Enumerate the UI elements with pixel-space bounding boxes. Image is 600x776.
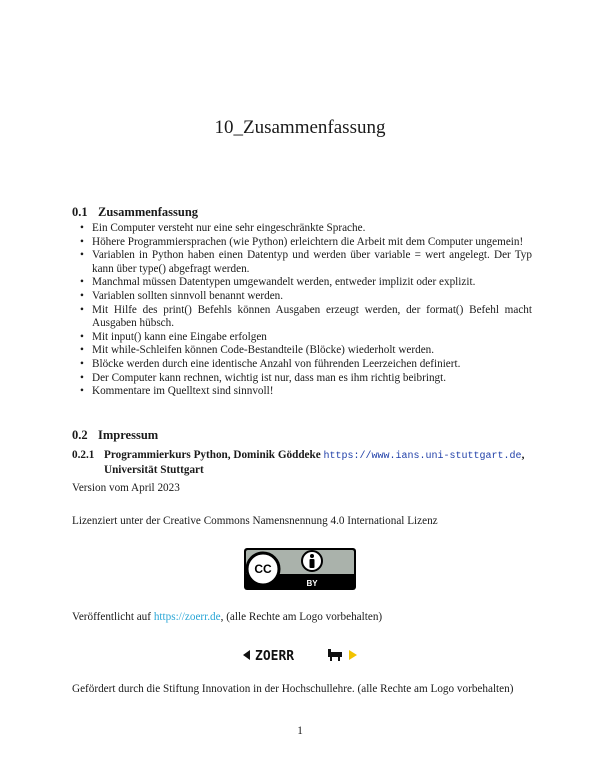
list-item: • Höhere Programmiersprachen (wie Python) erleichtern die Arbeit mit dem Computer ungemein! xyxy=(72,236,532,250)
license-text: Lizenziert unter der Creative Commons Namensnennung 4.0 International Lizenz xyxy=(72,515,438,527)
list-item: • Mit Hilfe des print() Befehls können Ausgaben erzeugt werden, der format() Befehl macht Ausgaben hübsch. xyxy=(72,304,532,331)
document-title: 10_Zusammenfassung xyxy=(214,117,386,138)
zoerr-logo xyxy=(243,647,359,663)
funding-text: Gefördert durch die Stiftung Innovation in der Hochschullehre. (alle Rechte am Logo vorbehalten) xyxy=(72,683,514,695)
section-heading-impressum xyxy=(72,428,158,443)
list-item: • Der Computer kann rechnen, wichtig ist nur, dass man es ihm richtig beibringt. xyxy=(72,372,532,386)
zoerr-logo-text: ZOERR xyxy=(255,649,295,663)
cc-badge-by-label: BY xyxy=(306,579,318,588)
published-prefix: Veröffentlicht auf xyxy=(72,611,154,623)
list-item: • Mit while-Schleifen können Code-Bestandteile (Blöcke) wiederholt werden. xyxy=(72,344,532,358)
list-item: • Variablen sollten sinnvoll benannt werden. xyxy=(72,290,532,304)
section-title: Impressum xyxy=(98,428,159,442)
summary-bullet-list xyxy=(72,222,532,399)
cc-by-license-badge[interactable] xyxy=(244,548,356,590)
subsection-heading xyxy=(72,449,532,477)
published-text xyxy=(72,611,382,623)
zoerr-link[interactable]: https://zoerr.de xyxy=(153,611,221,623)
subsection-comma: , xyxy=(521,449,525,461)
list-item: • Ein Computer versteht nur eine sehr eingeschränkte Sprache. xyxy=(72,222,532,236)
section-number: 0.2 xyxy=(72,428,88,442)
version-text: Version vom April 2023 xyxy=(72,482,180,494)
section-number: 0.1 xyxy=(72,205,88,219)
subsection-university: Universität Stuttgart xyxy=(104,463,204,476)
list-item: • Variablen in Python haben einen Datentyp und werden über variable = wert angelegt. Der Typ kann über type() abgefragt werden. xyxy=(72,249,532,276)
subsection-title: Programmierkurs Python, Dominik Göddeke xyxy=(104,449,321,461)
list-item: • Mit input() kann eine Eingabe erfolgen xyxy=(72,331,532,345)
list-item: • Blöcke werden durch eine identische Anzahl von führenden Leerzeichen definiert. xyxy=(72,358,532,372)
list-item: • Kommentare im Quelltext sind sinnvoll! xyxy=(72,385,532,399)
cc-badge-cc-label: CC xyxy=(254,562,272,576)
published-suffix: , (alle Rechte am Logo vorbehalten) xyxy=(220,611,383,623)
section-heading-zusammenfassung xyxy=(72,205,198,220)
cc-badge-graphic xyxy=(244,548,356,590)
list-item: • Manchmal müssen Datentypen umgewandelt werden, entweder implizit oder explizit. xyxy=(72,276,532,290)
institute-url-link[interactable]: https://www.ians.uni-stuttgart.de xyxy=(323,451,522,462)
section-title: Zusammenfassung xyxy=(98,205,199,219)
subsection-number: 0.2.1 xyxy=(72,449,95,461)
page-number: 1 xyxy=(297,725,303,737)
